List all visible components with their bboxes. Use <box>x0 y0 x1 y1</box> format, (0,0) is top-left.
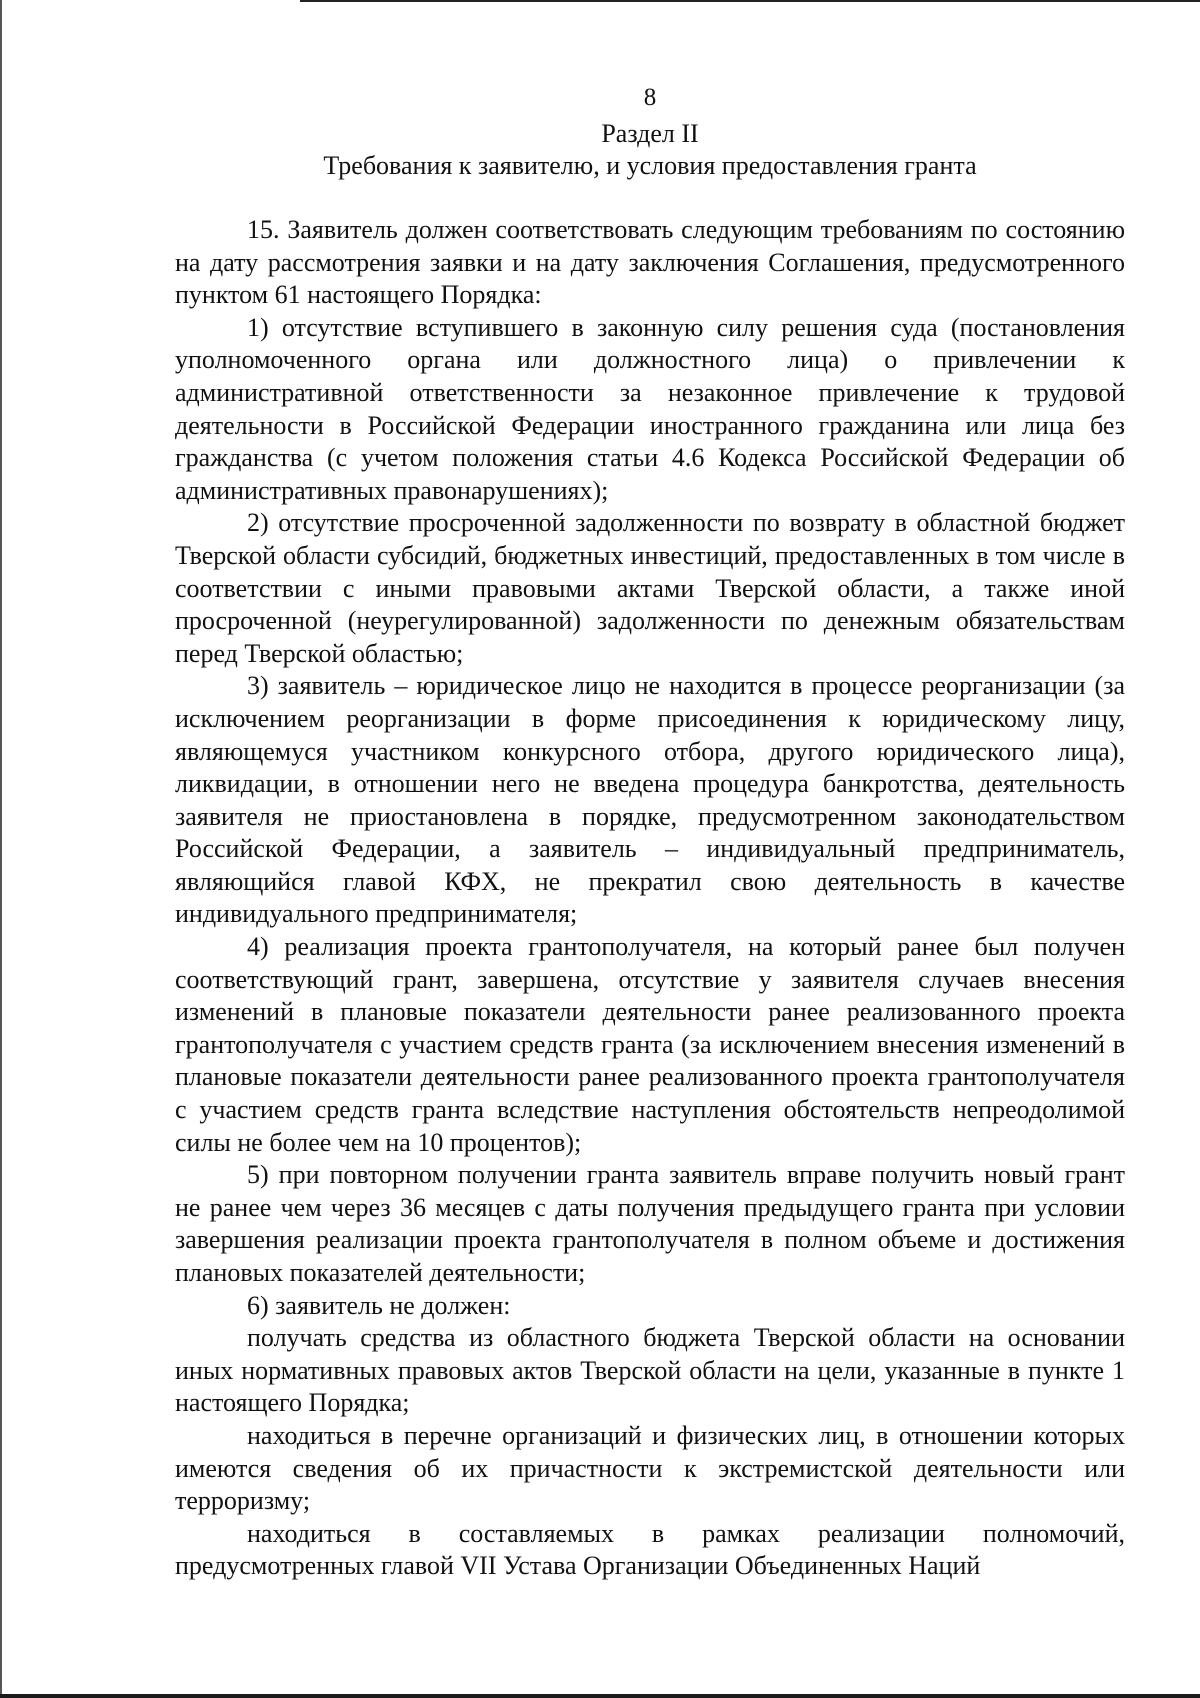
paragraph-item-1: 1) отсутствие вступившего в законную силу решения суда (постановления уполномоченного органа или должностного лица) о привлечении к административной ответственности за незаконное привлечение к трудовой деятельности в Российской Федерации иностранного гражданина или лица без гражданства (с учетом положения статьи 4.6 Кодекса Российской Федерации об административных правонарушениях); <box>175 312 1125 505</box>
paragraph-item-6: 6) заявитель не должен: <box>247 1290 511 1320</box>
paragraph-15: 15. Заявитель должен соответствовать следующим требованиям по состоянию на дату рассмотрения заявки и на дату заключения Соглашения, предусмотренного пунктом 61 настоящего Порядка: <box>175 215 1125 310</box>
section-subtitle: Требования к заявителю, и условия предоставления гранта <box>323 151 977 180</box>
paragraph-item-4: 4) реализация проекта грантополучателя, на который ранее был получен соответствующий грант, завершена, отсутствие у заявителя случаев внесения изменений в плановые показатели деятельности ранее реализованного проекта грантополучателя с участием средств гранта (за исключением внесения изменений в плановые показатели деятельности ранее реализованного проекта грантополучателя с участием средств гранта вследствие наступления обстоятельств непреодолимой силы не более чем на 10 процентов); <box>175 932 1125 1157</box>
paragraph-item-6-c: находиться в составляемых в рамках реализации полномочий, предусмотренных главой VII Устава Организации Объединенных Наций <box>175 1518 1125 1581</box>
paragraph-item-6-b: находиться в перечне организаций и физических лиц, в отношении которых имеются сведения об их причастности к экстремистской деятельности или терроризму; <box>175 1420 1125 1516</box>
paragraph-item-6-a: получать средства из областного бюджета Тверской области на основании иных нормативных правовых актов Тверской области на цели, указанные в пункте 1 настоящего Порядка; <box>175 1323 1125 1418</box>
document-page <box>175 82 1125 1583</box>
page-number: 8 <box>643 84 657 111</box>
scan-edge-left <box>0 0 2 1698</box>
paragraph-item-5: 5) при повторном получении гранта заявитель вправе получить новый грант не ранее чем через 36 месяцев с даты получения предыдущего гранта при условии завершения реализации проекта грантополучателя в полном объеме и достижения плановых показателей деятельности; <box>175 1160 1125 1287</box>
section-title: Раздел II <box>601 119 699 148</box>
paragraph-item-2: 2) отсутствие просроченной задолженности по возврату в областной бюджет Тверской области субсидий, бюджетных инвестиций, предоставленных в том числе в соответствии с иными правовыми актами Тверской области, а также иной просроченной (неурегулированной) задолженности по денежным обязательствам перед Тверской областью; <box>175 508 1125 668</box>
paragraph-item-3: 3) заявитель – юридическое лицо не находится в процессе реорганизации (за исключением реорганизации в форме присоединения к юридическому лицу, являющемуся участником конкурсного отбора, другого юридического лица), ликвидации, в отношении него не введена процедура банкротства, деятельность заявителя не приостановлена в порядке, предусмотренном законодательством Российской Федерации, а заявитель – индивидуальный предприниматель, являющийся главой КФХ, не прекратил свою деятельность в качестве индивидуального предпринимателя; <box>175 671 1125 929</box>
scan-edge-top <box>300 0 1200 2</box>
scan-edge-bottom <box>0 1694 1200 1698</box>
